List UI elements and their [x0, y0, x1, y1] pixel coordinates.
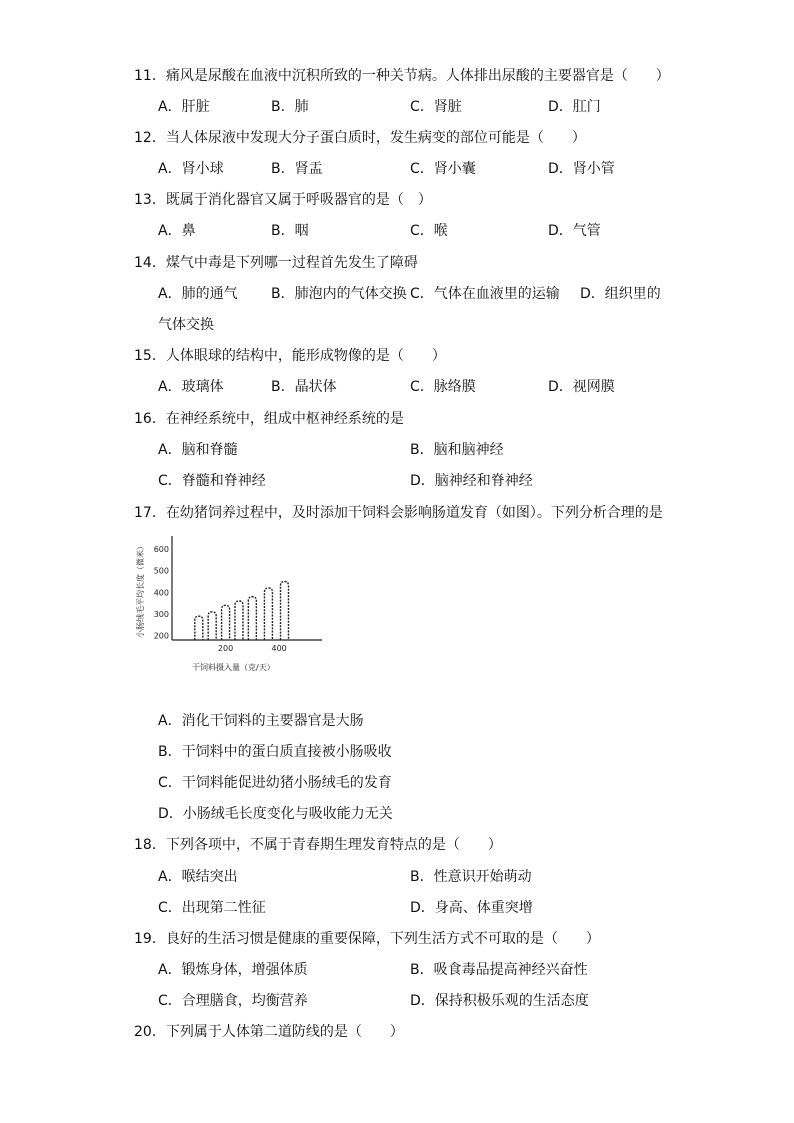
q15-option-d: D．视网膜 [548, 379, 615, 395]
q17-option-d: D．小肠绒毛长度变化与吸收能力无关 [158, 806, 393, 822]
q14-option-c: C．气体在血液里的运输 [410, 286, 560, 302]
question-16: 16．在神经系统中，组成中枢神经系统的是 [134, 411, 404, 427]
q11-option-d: D．肛门 [548, 99, 601, 115]
q19-option-c: C．合理膳食，均衡营养 [158, 993, 308, 1009]
q17-option-b: B．干饲料中的蛋白质直接被小肠吸收 [158, 744, 392, 760]
villus-bar [248, 597, 256, 640]
question-18: 18．下列各项中，不属于青春期生理发育特点的是（ ） [134, 837, 502, 853]
q12-option-c: C．肾小囊 [410, 161, 476, 177]
villus-bar [281, 582, 289, 641]
q16-option-a: A．脑和脊髓 [158, 442, 238, 458]
y-tick-label: 200 [153, 631, 169, 641]
y-tick-label: 600 [153, 545, 169, 554]
q16-option-d: D．脑神经和脊神经 [410, 473, 533, 489]
q15-option-c: C．脉络膜 [410, 379, 476, 395]
q16-option-c: C．脊髓和脊神经 [158, 473, 266, 489]
y-axis-label: 小肠绒毛平均长度（微米） [136, 542, 145, 638]
q19-option-b: B．吸食毒品提高神经兴奋性 [410, 962, 588, 978]
x-axis-label: 干饲料摄入量（克/天） [192, 663, 275, 672]
x-tick-label: 200 [217, 644, 234, 653]
question-20: 20．下列属于人体第二道防线的是（ ） [134, 1024, 404, 1040]
q17-option-c: C．干饲料能促进幼猪小肠绒毛的发育 [158, 775, 392, 791]
q14-option-a: A．肺的通气 [158, 286, 238, 302]
q13-option-a: A．鼻 [158, 223, 196, 239]
question-11: 11．痛风是尿酸在血液中沉积所致的一种关节病。人体排出尿酸的主要器官是（ ） [134, 68, 670, 84]
y-tick-label: 400 [153, 588, 169, 598]
x-tick-label: 400 [271, 644, 287, 653]
q12-option-b: B．肾盂 [271, 161, 323, 177]
q19-option-a: A．锻炼身体，增强体质 [158, 962, 308, 978]
y-tick-label: 500 [153, 566, 169, 576]
chart-svg [134, 530, 334, 680]
question-14: 14．煤气中毒是下列哪一过程首先发生了障碍 [134, 255, 418, 271]
q13-option-b: B．咽 [271, 223, 309, 239]
q11-option-c: C．肾脏 [410, 99, 462, 115]
villus-bar [264, 588, 272, 640]
q18-option-c: C．出现第二性征 [158, 900, 266, 916]
q15-option-a: A．玻璃体 [158, 379, 224, 395]
y-tick-label: 300 [153, 610, 169, 619]
q14-option-d-wrap: 气体交换 [158, 317, 214, 333]
q18-option-b: B．性意识开始萌动 [410, 869, 532, 885]
question-12: 12．当人体尿液中发现大分子蛋白质时，发生病变的部位可能是（ ） [134, 130, 586, 146]
villus-bar [222, 605, 230, 640]
q12-option-d: D．肾小管 [548, 161, 615, 177]
q15-option-b: B．晶状体 [271, 379, 337, 395]
q13-option-d: D．气管 [548, 223, 601, 239]
q16-option-b: B．脑和脑神经 [410, 442, 504, 458]
q19-option-d: D．保持积极乐观的生活态度 [410, 993, 589, 1009]
q14-option-d: D．组织里的 [580, 286, 661, 302]
question-19: 19．良好的生活习惯是健康的重要保障，下列生活方式不可取的是（ ） [134, 931, 600, 947]
q13-option-c: C．喉 [410, 223, 448, 239]
q14-option-b: B．肺泡内的气体交换 [271, 286, 407, 302]
q12-option-a: A．肾小球 [158, 161, 224, 177]
question-13: 13．既属于消化器官又属于呼吸器官的是（ ） [134, 192, 432, 208]
q17-option-a: A．消化干饲料的主要器官是大肠 [158, 713, 364, 729]
villus-bar [195, 616, 203, 640]
villus-bar [235, 601, 243, 640]
villus-bar [208, 612, 216, 640]
q18-option-d: D．身高、体重突增 [410, 900, 533, 916]
q11-option-b: B．肺 [271, 99, 309, 115]
villus-length-chart [134, 530, 334, 680]
q11-option-a: A．肝脏 [158, 99, 210, 115]
question-15: 15．人体眼球的结构中，能形成物像的是（ ） [134, 348, 446, 364]
q18-option-a: A．喉结突出 [158, 869, 238, 885]
question-17: 17．在幼猪饲养过程中，及时添加干饲料会影响肠道发育（如图）。下列分析合理的是 [134, 505, 663, 521]
